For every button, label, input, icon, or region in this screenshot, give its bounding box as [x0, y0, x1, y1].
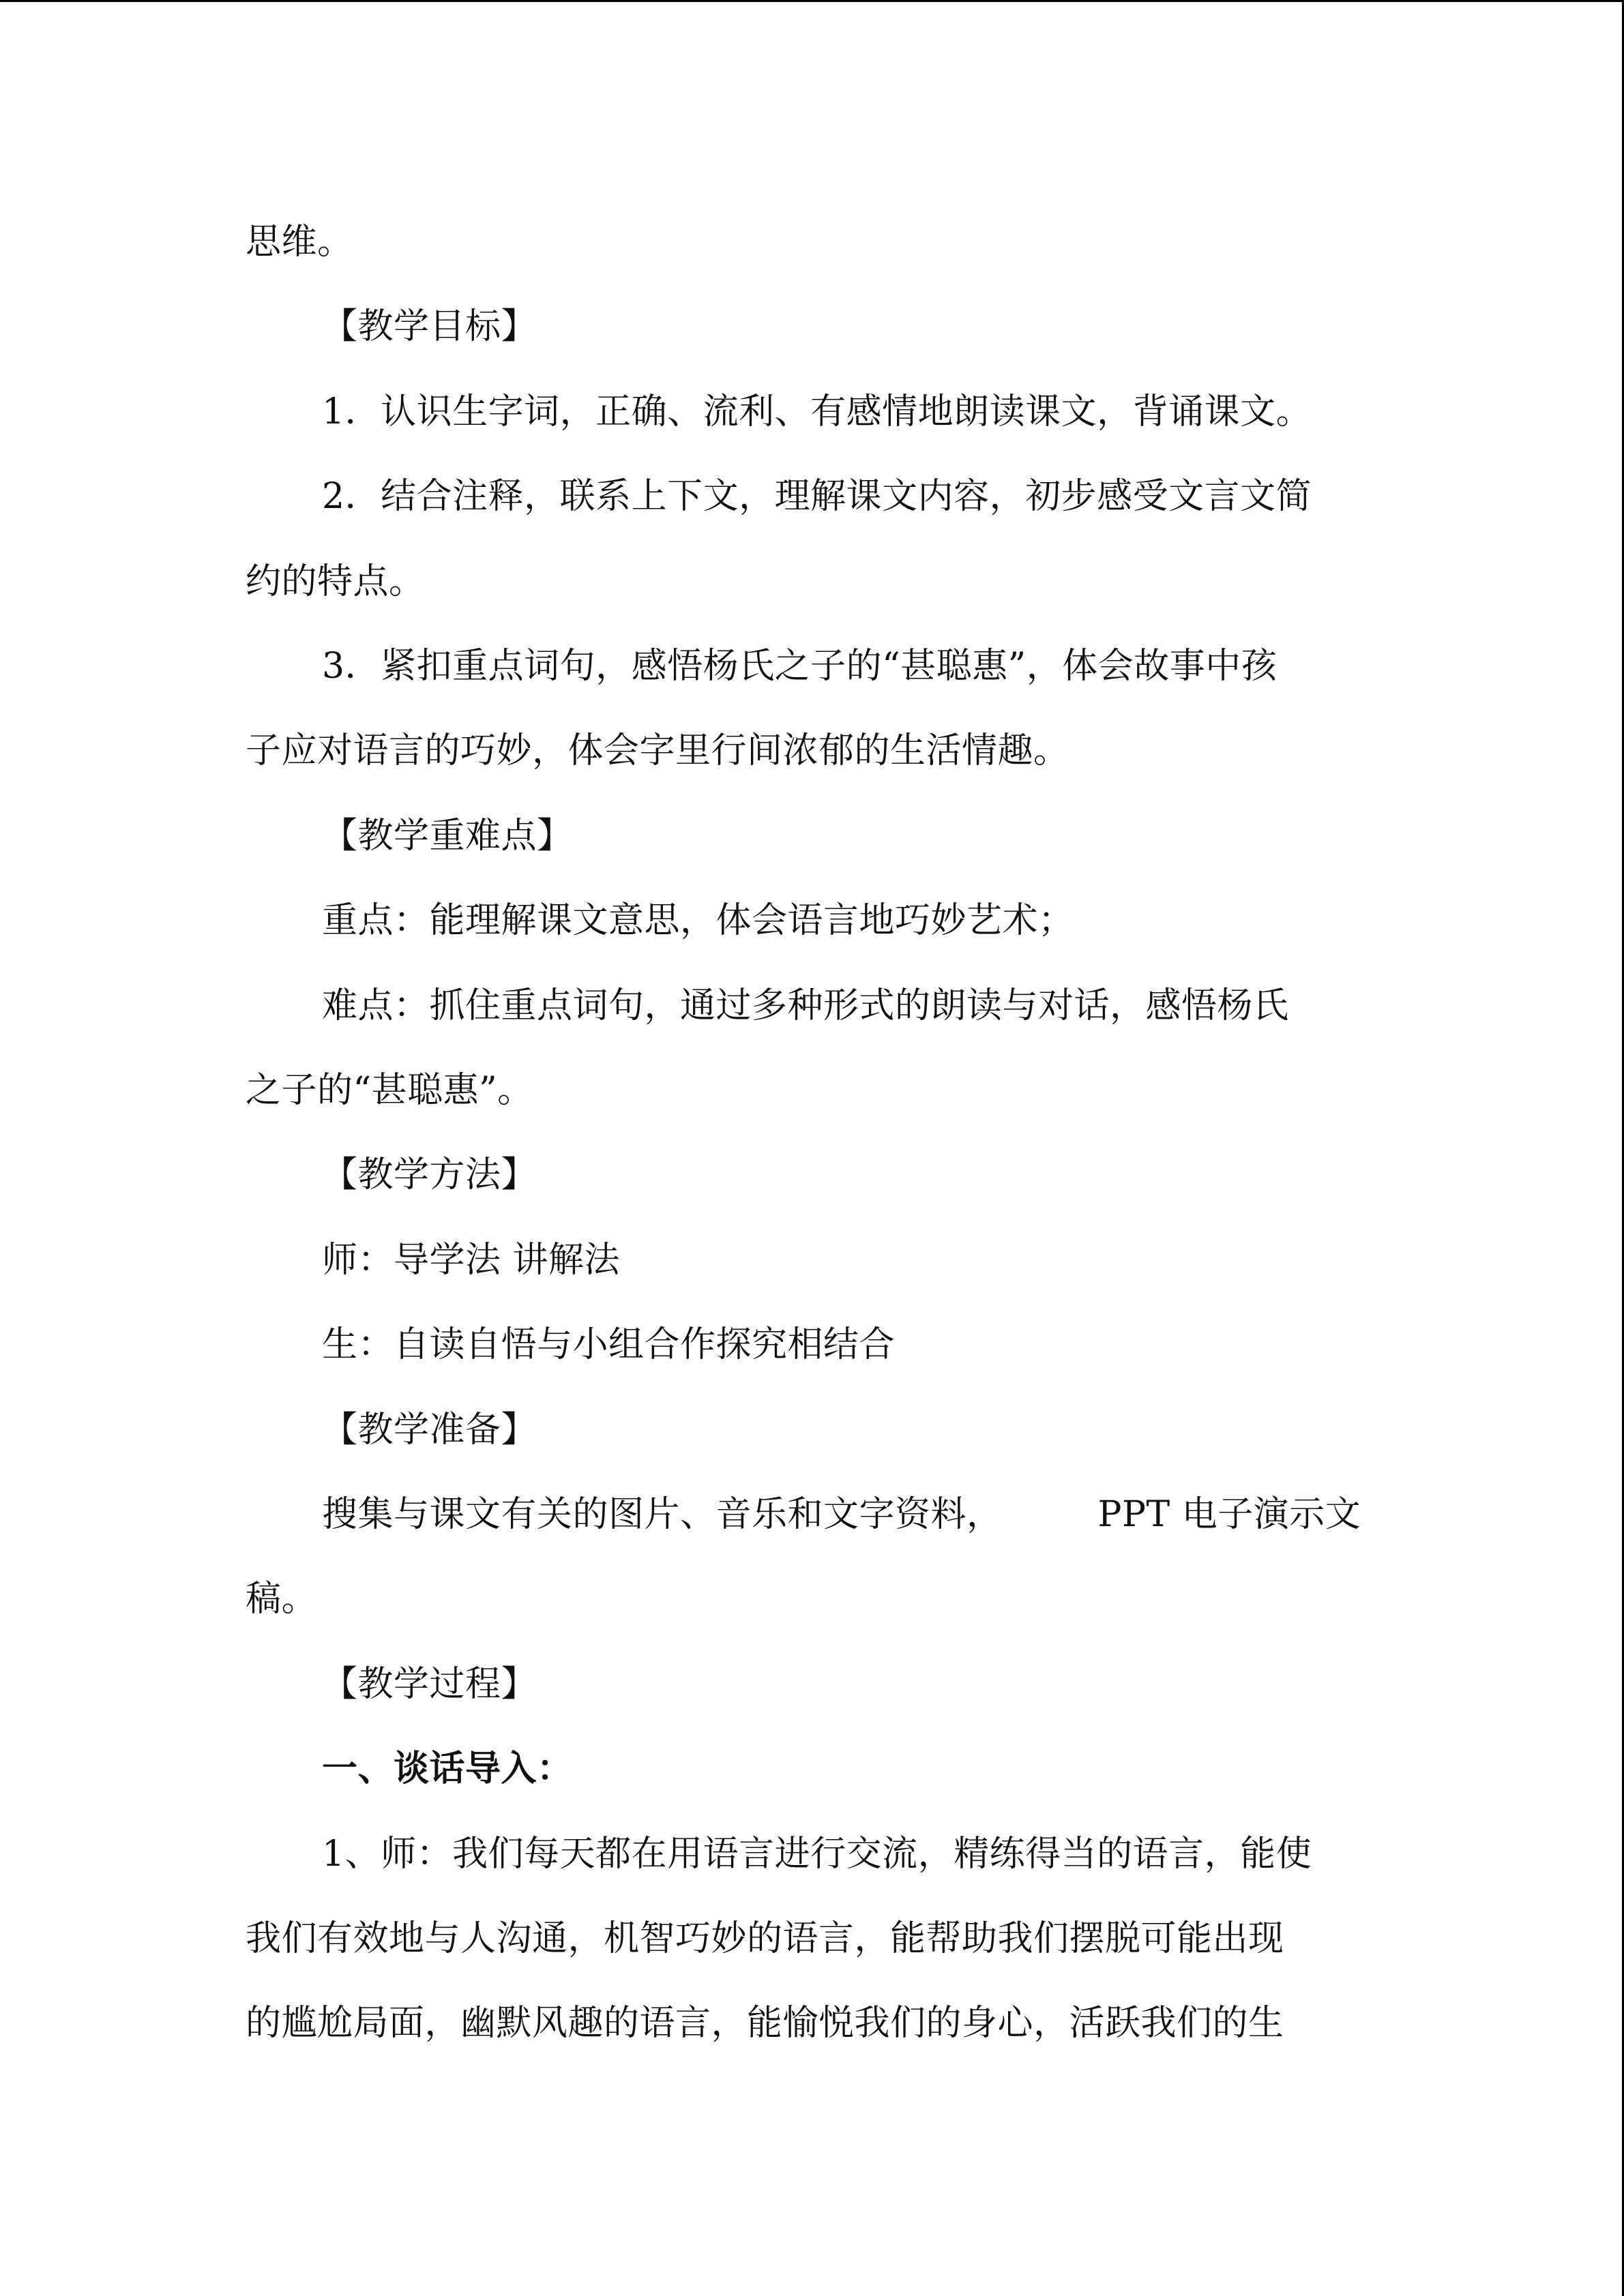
key-point: 重点：能理解课文意思，体会语言地巧妙艺术；: [322, 900, 1074, 941]
section-heading-objectives: 【教学目标】: [322, 306, 537, 347]
section-heading-process: 【教学过程】: [322, 1664, 537, 1705]
objective-item-2: 2．结合注释，联系上下文，理解课文内容，初步感受文言文简: [322, 476, 1312, 517]
preparation-line: [322, 1493, 1361, 1536]
teacher-method: 师：导学法 讲解法: [322, 1240, 621, 1281]
body-paragraph-line: 的尴尬局面，幽默风趣的语言，能愉悦我们的身心，活跃我们的生: [246, 2003, 1284, 2044]
student-method: 生：自读自悟与小组合作探究相结合: [322, 1324, 896, 1365]
section-heading-preparation: 【教学准备】: [322, 1410, 537, 1450]
section-heading-methods: 【教学方法】: [322, 1154, 537, 1195]
objective-item-2-continued: 约的特点。: [246, 561, 425, 602]
preparation-text: 搜集与课文有关的图片、音乐和文字资料，: [322, 1494, 1003, 1535]
section-heading-key-points: 【教学重难点】: [322, 816, 573, 856]
subheading-introduction: 一、谈话导入：: [322, 1748, 573, 1789]
body-paragraph-line: 1、师：我们每天都在用语言进行交流，精练得当的语言，能使: [322, 1834, 1312, 1875]
difficult-point-continued: 之子的“甚聪惠”。: [246, 1070, 533, 1111]
difficult-point: 难点：抓住重点词句，通过多种形式的朗读与对话，感悟杨氏: [322, 985, 1289, 1026]
preparation-ppt-text: PPT 电子演示文: [1097, 1494, 1361, 1535]
paragraph-line: 思维。: [246, 222, 353, 263]
objective-item-3: 3．紧扣重点词句，感悟杨氏之子的“甚聪惠”，体会故事中孩: [322, 646, 1278, 687]
body-paragraph-line: 我们有效地与人沟通，机智巧妙的语言，能帮助我们摆脱可能出现: [246, 1918, 1284, 1959]
objective-item-1: 1．认识生字词，正确、流利、有感情地朗读课文，背诵课文。: [322, 391, 1312, 432]
objective-item-3-continued: 子应对语言的巧妙，体会字里行间浓郁的生活情趣。: [246, 730, 1069, 771]
preparation-line-continued: 稿。: [246, 1579, 318, 1620]
